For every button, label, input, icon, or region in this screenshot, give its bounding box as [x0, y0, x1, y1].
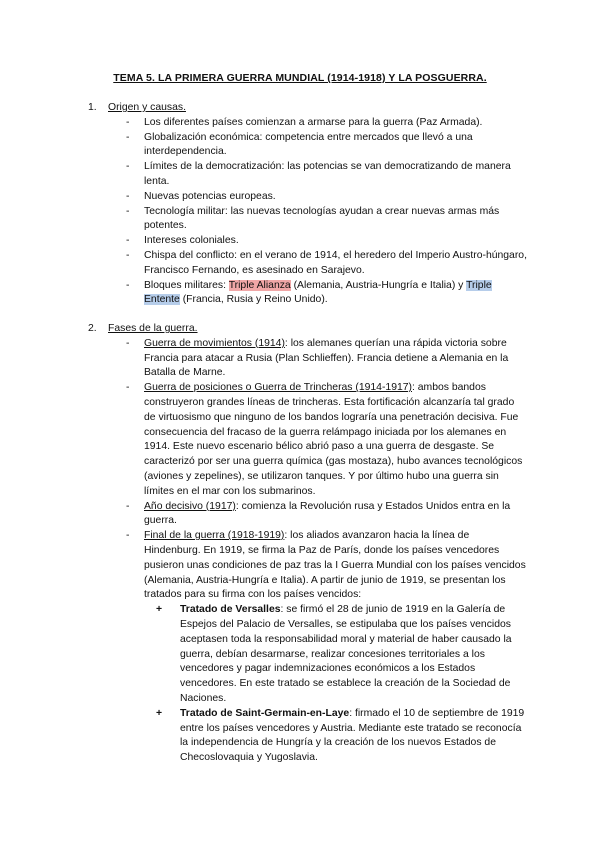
dash-bullet: -: [126, 530, 130, 542]
treaty-name: Tratado de Versalles: [180, 604, 281, 616]
section-origen: [88, 101, 528, 308]
list-item: - Los diferentes países comienzan a armarse para la guerra (Paz Armada).: [88, 116, 528, 131]
plus-bullet: +: [156, 707, 163, 719]
dash-bullet: -: [126, 205, 130, 217]
phase-heading: Guerra de movimientos (1914): [144, 337, 285, 349]
list-item: - Globalización económica: competencia entre mercados que llevó a una interdependencia.: [126, 131, 473, 158]
dash-bullet: -: [126, 235, 130, 247]
treaty-name: Tratado de Saint-Germain-en-Laye: [180, 707, 350, 719]
section-number: 2.: [88, 323, 97, 334]
section-title: Fases de la guerra.: [108, 323, 198, 334]
dash-bullet: -: [126, 161, 130, 173]
dash-bullet: -: [126, 337, 130, 349]
list-item: - Intereses coloniales.: [88, 234, 528, 249]
dash-bullet: -: [126, 131, 130, 143]
dash-bullet: -: [126, 382, 130, 394]
treaty-item: + Tratado de Versalles: se firmó el 28 de junio de 1919 en la Galería de Espejos del Palacio de Versalles, se estipulaba que los países vencidos aceptasen toda la responsabilidad moral y material de haber causado la guerra, debían desarmarse, realizar concesiones territoriales a los vencedores y pagar indemnizaciones económicos a los Estados vencedores. En este tratado se establece la creación de la Sociedad de Naciones.: [156, 604, 512, 704]
treaty-list: [144, 603, 528, 766]
highlight-triple-alianza: Triple Alianza: [228, 279, 291, 291]
section-fases: [88, 322, 528, 766]
page-title: TEMA 5. LA PRIMERA GUERRA MUNDIAL (1914-1918) Y LA POSGUERRA.: [113, 72, 487, 84]
list-item: - Tecnología militar: las nuevas tecnologías ayudan a crear nuevas armas más potentes.: [126, 205, 500, 232]
dash-bullet: -: [126, 116, 130, 128]
list-item: - Chispa del conflicto: en el verano de 1914, el heredero del Imperio Austro-húngaro, Francisco Fernando, es asesinado en Sarajevo.: [126, 249, 527, 276]
list-item-bloques: - Bloques militares: Triple Alianza (Alemania, Austria-Hungría e Italia) y Triple Entente (Francia, Rusia y Reino Unido).: [126, 279, 492, 306]
phase-heading: Final de la guerra (1918-1919): [144, 530, 285, 542]
dash-bullet: -: [126, 279, 130, 291]
list-item: - Nuevas potencias europeas.: [88, 190, 528, 205]
list-item-movimientos: - Guerra de movimientos (1914): los alemanes querían una rápida victoria sobre Francia para atacar a Rusia (Plan Schlieffen). Francia detiene a Alemania en la Batalla de Marne.: [126, 337, 509, 379]
list-item-decisivo: - Año decisivo (1917): comienza la Revolución rusa y Estados Unidos entra en la guerra.: [126, 500, 511, 527]
list-item-posiciones: - Guerra de posiciones o Guerra de Trincheras (1914-1917): ambos bandos construyeron grandes líneas de trincheras. Esta fortificación alcanzaría tal grado de virtuosismo que ninguno de los bandos lograría una penetración decisiva. Fue consecuencia del fracaso de la guerra relámpago iniciada por los alemanes en 1914. Este nuevo escenario bélico abrió paso a una guerra de desgaste. Se caracterizó por ser una guerra química (gas mostaza), hubo avances tecnológicos (aviones y zepelines), se utilizaron tanques. Y por último hubo una guerra sin límites en el mar con los submarinos.: [126, 382, 523, 497]
list-item-final: - Final de la guerra (1918-1919): los aliados avanzaron hacia la línea de Hindenburg. En 1919, se firma la Paz de París, donde los países vencedores pusieron unas condiciones de paz tras la I Guerra Mundial con los países vencidos (Alemania, Austria-Hungría e Italia). A partir de junio de 1919, se presentan los tratados para su firma con los países vencidos: + Tratado de Versalles: se firmó el 28 de junio de 1919 en la Galería de Espejos del Palacio de Versalles, se estipulaba que los países vencidos aceptasen toda la responsabilidad moral y material de haber causado la guerra, debían desarmarse, realizar concesiones territoriales a los vencedores y pagar indemnizaciones económicos a los Estados vencedores. En este tratado se establece la creación de la Sociedad de Naciones. + Tratado de Saint-Germain-en-Laye: firmado el 10 de septiembre de 1919 entre los países vencedores y Austria. Mediante este tratado se reconocía la independencia de Hungría y la creación de los nuevos Estados de Checoslovaquia y Yugoslavia.: [88, 529, 528, 766]
list-item: - Límites de la democratización: las potencias se van democratizando de manera lenta.: [126, 161, 511, 187]
section-title: Origen y causas.: [108, 102, 186, 113]
bullet-list: [88, 337, 528, 766]
plus-bullet: +: [156, 604, 163, 616]
section-heading: [88, 322, 528, 337]
section-number: 1.: [88, 102, 97, 113]
section-heading: [88, 101, 528, 116]
bullet-list: [88, 116, 528, 308]
highlight-triple-entente: Triple Entente: [144, 279, 492, 306]
treaty-item: + Tratado de Saint-Germain-en-Laye: firmado el 10 de septiembre de 1919 entre los países vencedores y Austria. Mediante este tratado se reconocía la independencia de Hungría y la creación de los nuevos Estados de Checoslovaquia y Yugoslavia.: [156, 707, 525, 764]
phase-heading: Año decisivo (1917): [144, 500, 236, 512]
dash-bullet: -: [126, 190, 130, 202]
dash-bullet: -: [126, 500, 130, 512]
dash-bullet: -: [126, 249, 130, 261]
phase-heading: Guerra de posiciones o Guerra de Trincheras (1914-1917): [144, 382, 412, 394]
